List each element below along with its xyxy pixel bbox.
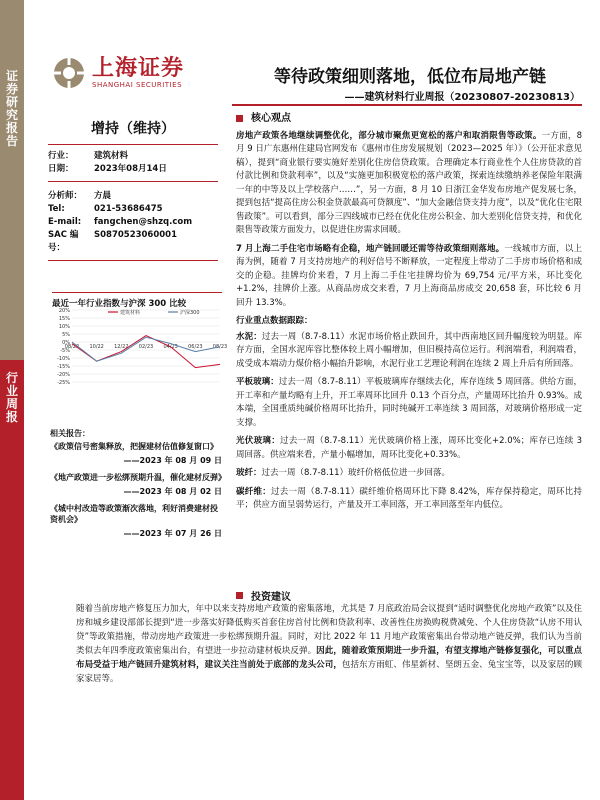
- analyst-sac: SAC 编号： S0870523060001: [48, 230, 178, 253]
- analyst-block: [48, 182, 218, 261]
- company-logo: [52, 56, 184, 90]
- invest-para: 随着当前房地产修复压力加大，年中以来支持房地产政策的密集落地，尤其是 7 月底政治局会议提到“适时调整优化房地产政策”以及住房和城乡建设部部长提到“进一步落实好降低购买首套住房首付比例和贷款利率、改善性住房换购税费减免、个人住房贷款“认房不用认贷”等政策措施，带动房地产政策进一步松绑预期升温。同时，对比 2022 年 11 月地产政策密集出台带动地产链反弹，我们认为当前类似去年四季度政策密集出台，有望进一步拉动建材板块反弹。因此，随着政策预期进一步升温，有望支撑地产链修复强化，可以重点布局受益于地产链回升建筑材料，建议关注当前处于底部的龙头公司，包括东方雨虹、伟星新材、坚朗五金、兔宝宝等，以及家居的顾家家居等。: [76, 604, 582, 684]
- core-column: [236, 108, 582, 518]
- carbon-para: 碳纤维：过去一周（8.7-8.11）碳纤维价格周环比下降 8.42%，库存保持稳定，周环比持平；供应方面呈弱势运行，产量及开工率回落，开工率回落至年内低位。: [236, 486, 582, 510]
- y-tick-label: 20%: [58, 308, 70, 314]
- core-para-2: 7 月上海二手住宅市场略有企稳，地产链回暖还需等待政策细则落地。一线城市方面，以上海为例，随着 7 月支持房地产的利好信号不断释放，一定程度上带动了二手房市场价格和成交的企稳。挂牌均价来看，7 月上海二手住宅挂牌均价为 69,754 元/平方米，环比变化+1.2%，挂牌价上涨。从商品房成交来看，7 月上海商品房成交 20,658 套，环比较 6 月回升 13.3%。: [236, 243, 582, 308]
- y-tick-label: -15%: [57, 364, 70, 370]
- x-tick-label: 12/22: [114, 344, 129, 350]
- x-tick-label: 06/23: [188, 344, 203, 350]
- y-tick-label: -20%: [57, 372, 70, 378]
- core-para-1: 房地产政策各地继续调整优化，部分城市聚焦更宽松的落户和取消限售等政策。一方面，8 月 9 日广东惠州住建局官网发布《惠州市住房发展规划（2023—2025 年）》（公开征求意见稿），提到“商业银行要实施好差别化住房信贷政策。合理确定本行商业性个人住房贷款的首付款比例和贷款利率”，以及“实施更加积极宽松的落户政策，探索连续缴纳养老保险年限满一年的中等及以上学校落户……”，另一方面，8 月 10 日浙江金华发布房地产促发展七条，提到包括“提高住房公积金贷款最高可贷额度”、“加大金融信贷支持力度”，以及“优化住宅限售政策”。可以看到，部分三四线城市已经在优化住房公积金、加大差别化信贷支持，和优化限售等政策方面发力，以促进住房需求回暖。: [236, 130, 582, 235]
- title-divider: [232, 104, 582, 106]
- logo-en: SHANGHAI SECURITIES: [92, 81, 183, 89]
- side-label-weekly: 行业周报: [5, 371, 18, 424]
- legend-label: 建筑材料: [120, 310, 141, 316]
- analyst-name: 分析师： 方晨: [48, 191, 112, 201]
- report-subtitle: ——建筑材料行业周报（20230807-20230813）: [344, 92, 580, 103]
- fiber-para: 玻纤：过去一周（8.7-8.11）玻纤价格低位进一步回落。: [236, 468, 451, 478]
- cement-para: 水泥：过去一周（8.7-8.11）水泥市场价格止跌回升，其中西南地区回升幅度较为明显。库存方面，全国水泥库容比整体较上周小幅增加，但旧模持高位运行。利润端看，利润端看，成受成本端动力煤价格小幅抬升影响，水泥行业工艺理论利润在连续 2 周上升后有所回落。: [236, 331, 582, 369]
- report-title: 等待政策细则落地，低位布局地产链: [274, 67, 546, 87]
- y-tick-label: -10%: [57, 356, 70, 362]
- meta-block: [48, 145, 218, 182]
- chart-title: 最近一年行业指数与沪深 300 比较: [52, 292, 222, 309]
- x-tick-label: 10/22: [89, 344, 104, 350]
- related-head: 相关报告：: [50, 429, 90, 438]
- related-item-1[interactable]: 《政策信号密集释放，把握建材估值修复窗口》: [50, 442, 218, 451]
- rating: 增持（维持）: [48, 110, 218, 145]
- left-column: [48, 110, 218, 261]
- side-strip-top: [0, 0, 24, 360]
- logo-mark-icon: [52, 56, 86, 90]
- legend-label: 沪深300: [180, 310, 200, 316]
- x-tick-label: 08/22: [64, 344, 80, 350]
- y-tick-label: 10%: [58, 324, 70, 330]
- side-label-research: 证券研究报告: [5, 69, 18, 148]
- section-marker-icon: [236, 115, 243, 122]
- related-date-3: ——2023 年 07 月 26 日: [123, 529, 222, 538]
- meta-industry: 行业： 建筑材料: [48, 151, 129, 161]
- meta-date: 日期： 2023年08月14日: [48, 164, 167, 174]
- related-date-1: ——2023 年 08 月 09 日: [123, 456, 222, 465]
- section-invest: 投资建议: [236, 588, 582, 603]
- flat-glass-para: 平板玻璃：过去一周（8.7-8.11）平板玻璃库存继续去化，库存连续 5 周回落。供给方面，开工率和产量均略有上升，开工率周环比回升 0.13 个百分点，产量周环比抬升 0.93%。成本端，全国重质纯碱价格周环比抬升，同时纯碱开工率连续 3 周回落，对玻璃价格形成一定支撑。: [236, 377, 582, 428]
- x-tick-label: 02/23: [138, 344, 154, 350]
- data-tracking-head: 行业重点数据跟踪：: [236, 316, 313, 326]
- related-reports: [50, 428, 226, 545]
- analyst-email[interactable]: E-mail: fangchen@shzq.com: [48, 217, 193, 227]
- y-tick-label: 5%: [62, 332, 70, 338]
- related-date-2: ——2023 年 08 月 02 日: [123, 487, 222, 496]
- related-item-2[interactable]: 《地产政策进一步松绑预期升温，催化建材反弹》: [50, 473, 226, 482]
- section-marker-icon: [236, 592, 243, 599]
- y-tick-label: 0%: [62, 340, 70, 346]
- logo-cn: 上海证券: [92, 56, 185, 81]
- index-chart: [48, 304, 228, 390]
- x-tick-label: 04/23: [163, 344, 178, 350]
- x-tick-label: 08/23: [212, 344, 228, 350]
- y-tick-label: -5%: [60, 348, 70, 354]
- side-strip: [0, 0, 24, 800]
- y-tick-label: -25%: [57, 380, 70, 386]
- y-tick-label: 15%: [58, 316, 70, 322]
- section-core: 核心观点: [236, 112, 582, 126]
- pv-glass-para: 光伏玻璃：过去一周（8.7-8.11）光伏玻璃价格上涨，周环比变化+2.0%；库存已连续 3 周回落。供应端来看，产量小幅增加，周环比变化+0.33%。: [236, 436, 582, 460]
- analyst-tel: Tel: 021-53686475: [48, 204, 163, 214]
- related-item-3[interactable]: 《城中村改造等政策渐次落地，利好消费建材投资机会》: [50, 504, 218, 524]
